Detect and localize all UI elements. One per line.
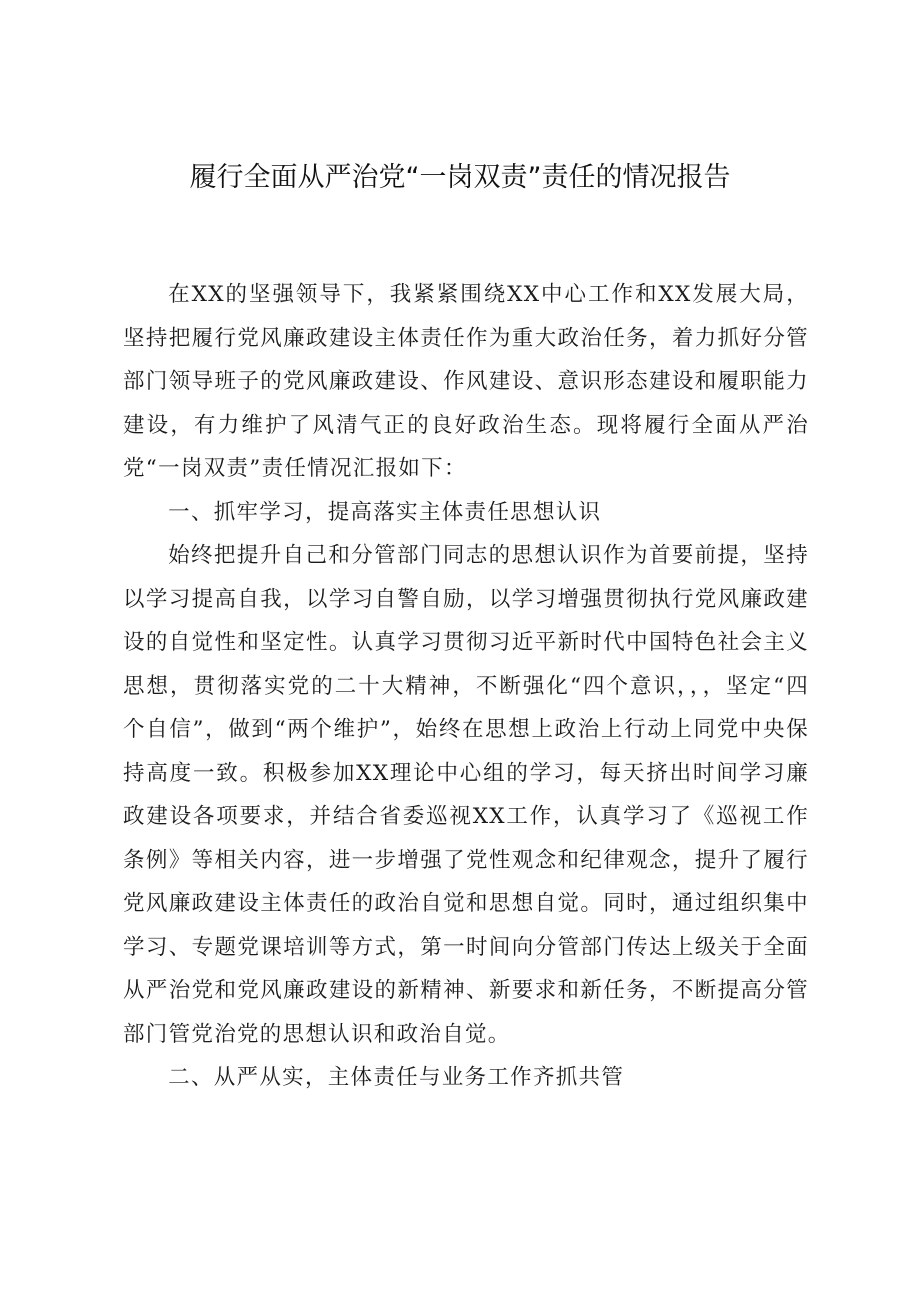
document-title: 履行全面从严治党“一岗双责”责任的情况报告 <box>189 162 731 193</box>
section-body-1: 始终把提升自己和分管部门同志的思想认识作为首要前提，坚持以学习提高自我，以学习自警自励，以学习增强贯彻执行党风廉政建设的自觉性和坚定性。认真学习贯彻习近平新时代中国特色社会主义思想，贯彻落实党的二十大精神，不断强化“四个意识，，，坚定“四个自信”，做到“两个维护”，始终在思想上政治上行动上同党中央保持高度一致。积极参加XX理论中心组的学习，每天挤出时间学习廉政建设各项要求，并结合省委巡视XX工作，认真学习了《巡视工作条例》等相关内容，进一步增强了党性观念和纪律观念，提升了履行党风廉政建设主体责任的政治自觉和思想自觉。同时，通过组织集中学习、专题党课培训等方式，第一时间向分管部门传达上级关于全面从严治党和党风廉政建设的新精神、新要求和新任务，不断提高分管部门管党治党的思想认识和政治自觉。 <box>123 543 809 1047</box>
section-heading-2: 二、从严从实，主体责任与业务工作齐抓共管 <box>168 1065 625 1090</box>
document-body <box>123 273 809 1100</box>
intro-paragraph: 在XX的坚强领导下，我紧紧围绕XX中心工作和XX发展大局，坚持把履行党风廉政建设主体责任作为重大政治任务，着力抓好分管部门领导班子的党风廉政建设、作风建设、意识形态建设和履职能力建设，有力维护了风清气正的良好政治生态。现将履行全面从严治党“一岗双责”责任情况汇报如下： <box>123 282 809 481</box>
section-heading-1: 一、抓牢学习，提高落实主体责任思想认识 <box>168 499 602 525</box>
